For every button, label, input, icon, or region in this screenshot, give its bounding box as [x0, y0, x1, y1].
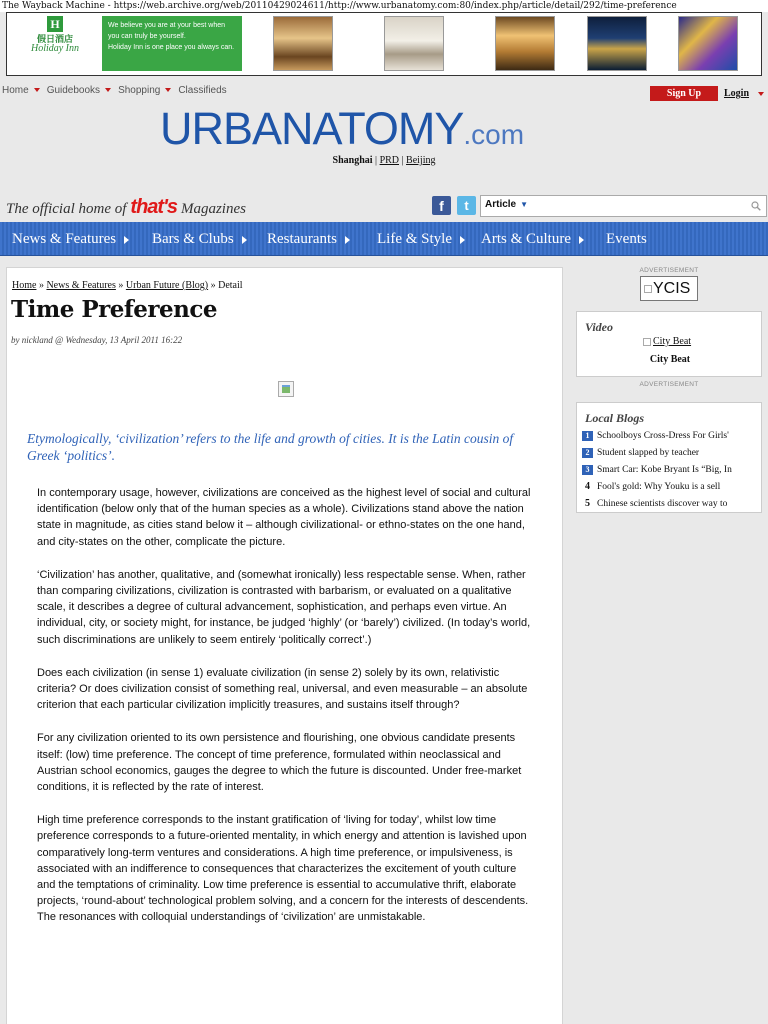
list-item[interactable]	[582, 462, 758, 479]
nav-separator-icon	[105, 88, 111, 92]
article-body	[37, 485, 535, 943]
nav-restaurants[interactable]	[267, 222, 350, 256]
breadcrumb-current: Detail	[218, 280, 243, 291]
rank-badge: 1	[582, 431, 593, 441]
list-item[interactable]	[582, 479, 758, 496]
video-caption[interactable]: City Beat	[649, 354, 691, 365]
nav-separator-icon	[34, 88, 40, 92]
breadcrumb-urban-future[interactable]: Urban Future (Blog)	[125, 280, 209, 291]
city-link-prd[interactable]: PRD	[379, 155, 400, 166]
rank-badge: 3	[582, 465, 593, 475]
tagline-suffix: Magazines	[180, 201, 246, 217]
wayback-url-bar: The Wayback Machine - https://web.archive.org/web/20110429024611/http://www.urbanatomy.com:80/index.php/article/detail/292/time-preference	[0, 0, 768, 12]
advertisement-label: ADVERTISEMENT	[639, 267, 699, 274]
login-caret-icon[interactable]	[758, 92, 764, 96]
nav-label: Bars & Clubs	[152, 231, 234, 247]
ad-line: We believe you are at your best when	[108, 22, 225, 29]
broken-image-icon	[278, 381, 294, 397]
ycis-ad-alt: YCIS	[653, 280, 691, 297]
nav-label: Restaurants	[267, 231, 337, 247]
nav-news-features[interactable]	[12, 222, 129, 256]
hotel-photo-thumb	[384, 16, 444, 71]
chevron-down-icon: ▼	[520, 200, 529, 209]
site-logo[interactable]	[160, 104, 620, 154]
nav-bars-clubs[interactable]	[152, 222, 247, 256]
video-heading: Video	[585, 320, 614, 334]
article-paragraph: In contemporary usage, however, civilizations are conceived as the highest level of social and cultural identification (below only that of the human species as a whole). Civilizations stand above the nation state in magnitude, as cities stand below it – although civilizational- or ethno-states on the one hand, and city-states on the other, complicate the picture.	[37, 487, 531, 548]
hotel-photo-thumb	[678, 16, 738, 71]
nav-events[interactable]	[606, 222, 647, 256]
breadcrumb-home[interactable]: Home	[12, 280, 37, 291]
article-paragraph: For any civilization oriented to its own persistence and flourishing, one obvious candidate presents itself: (low) time preference. The concept of time preference, formulated within neoclassical and Austrian school economics, gauges the degree to which the future is discounted. Under free-market conditions, it is reflected by the rate of interest.	[37, 732, 522, 794]
official-home-tagline	[6, 196, 246, 219]
blog-link[interactable]: Fool's gold: Why Youku is a sell	[597, 482, 721, 492]
chevron-right-icon	[579, 236, 584, 244]
blog-link[interactable]: Student slapped by teacher	[597, 448, 700, 458]
advertisement-label: ADVERTISEMENT	[639, 381, 699, 388]
article-paragraph: Does each civilization (in sense 1) evaluate civilization (in sense 2) solely by its own, relativistic criteria? Or does civilization consist of something real, universal, and even measurable – an absolute criterion that each particular civilization implicitly treasures, and sustains itself through?	[37, 666, 528, 712]
facebook-icon[interactable]: f	[432, 196, 451, 215]
twitter-icon[interactable]: t	[457, 196, 476, 215]
thats-logo[interactable]: that's	[130, 196, 177, 218]
hotel-photo-thumb	[495, 16, 555, 71]
hotel-photo-thumb	[587, 16, 647, 71]
chevron-right-icon	[124, 236, 129, 244]
login-link[interactable]: Login	[724, 88, 750, 99]
rank-badge: 2	[582, 448, 593, 458]
search-category-value: Article	[485, 199, 517, 210]
list-item[interactable]	[582, 496, 758, 513]
local-blogs-box	[576, 402, 762, 513]
nav-life-style[interactable]	[377, 222, 465, 256]
logo-suffix: .com	[463, 119, 525, 150]
article-lede: Etymologically, ‘civilization’ refers to the life and growth of cities. It is the Latin cousin of Greek ‘politics’.	[27, 431, 514, 463]
top-nav-guidebooks[interactable]: Guidebooks	[46, 85, 101, 96]
city-link-beijing[interactable]: Beijing	[406, 155, 436, 166]
nav-label: Events	[606, 231, 647, 247]
ad-line: Holiday Inn is one place you always can.	[108, 44, 235, 51]
article-byline: by nickland @ Wednesday, 13 April 2011 16:22	[11, 335, 183, 345]
nav-label: Life & Style	[377, 231, 452, 247]
blog-link[interactable]: Chinese scientists discover way to	[597, 499, 728, 509]
banner-ad-text	[102, 16, 242, 71]
holiday-inn-logo	[25, 16, 85, 72]
search-icon[interactable]	[751, 201, 761, 211]
top-nav-home[interactable]: Home	[2, 85, 29, 96]
banner-ad[interactable]	[6, 12, 762, 76]
logo-wordmark: URBANATOMY	[160, 103, 464, 154]
rank-badge: 5	[585, 497, 590, 509]
h-logo-icon: H	[47, 16, 63, 32]
nav-label: Arts & Culture	[481, 231, 571, 247]
video-image-alt: City Beat	[653, 336, 692, 347]
search-category-select[interactable]	[485, 199, 528, 210]
ad-line: you can truly be yourself.	[108, 33, 186, 40]
local-blogs-heading: Local Blogs	[585, 411, 644, 425]
logo-english-text: Holiday Inn	[30, 43, 80, 54]
rank-badge: 4	[585, 480, 590, 492]
search-input[interactable]	[551, 198, 741, 214]
logo-chinese-text: 假日酒店	[36, 34, 73, 44]
top-nav-shopping[interactable]: Shopping	[118, 85, 161, 96]
nav-arts-culture[interactable]	[481, 222, 584, 256]
local-blogs-list	[582, 428, 758, 513]
blog-link[interactable]: Schoolboys Cross-Dress For Girls'	[597, 431, 729, 441]
chevron-right-icon	[460, 236, 465, 244]
city-beat-video-link[interactable]	[643, 336, 691, 347]
city-current: Shanghai	[332, 155, 373, 166]
tagline-prefix: The official home of	[6, 201, 127, 217]
top-nav	[2, 85, 227, 96]
breadcrumb: Home » News & Features » Urban Future (Blog) » Detail	[12, 280, 243, 291]
nav-separator-icon	[165, 88, 171, 92]
broken-image-icon	[643, 338, 651, 346]
video-box	[576, 311, 762, 377]
ycis-ad[interactable]	[640, 276, 698, 301]
page-title: Time Preference	[11, 296, 218, 323]
article-panel	[6, 267, 563, 1024]
top-nav-classifieds[interactable]: Classifieds	[178, 85, 227, 96]
article-paragraph: High time preference corresponds to the instant gratification of ‘living for today’, whilst low time preference corresponds to a future-oriented mentality, in which energy and attention is lavished upon comparatively long-term ventures and considerations. A high time preference, or impulsiveness, is associated with an indifference to consequences that characterizes the excitement of youth culture and the temptations of criminality. Low time preference is essential to accumulative thrift, elaborate projects, ‘round-about’ technological problem solving, and a concern for the interests of descendents. The resonances with colloquial understandings of ‘civilization’ are unmistakable.	[37, 814, 529, 924]
broken-image-icon	[644, 285, 652, 293]
nav-label: News & Features	[12, 231, 117, 247]
sign-up-button[interactable]: Sign Up	[650, 86, 718, 101]
breadcrumb-news-features[interactable]: News & Features	[46, 280, 116, 291]
blog-link[interactable]: Smart Car: Kobe Bryant Is “Big, In	[597, 465, 732, 475]
list-item[interactable]	[582, 445, 758, 462]
article-paragraph: ‘Civilization’ has another, qualitative, and (somewhat ironically) less respectable sense. When, rather than comparing civilizations, civilization is contrasted with barbarism, or evaluated on a qualitative scale, it describes a degree of cultural advancement, sophistication, and perhaps even virtue. An individual, city, or society might, for instance, be judged ‘highly’ (or ‘barely’) civilized. (In today’s world, such discriminations are unlikely to seem entirely ‘politically correct’.)	[37, 568, 531, 646]
chevron-right-icon	[242, 236, 247, 244]
main-nav	[0, 222, 768, 256]
hotel-photo-thumb	[273, 16, 333, 71]
search-bar	[480, 195, 767, 217]
city-selector: Shanghai | PRD | Beijing	[332, 155, 436, 166]
list-item[interactable]	[582, 428, 758, 445]
chevron-right-icon	[345, 236, 350, 244]
